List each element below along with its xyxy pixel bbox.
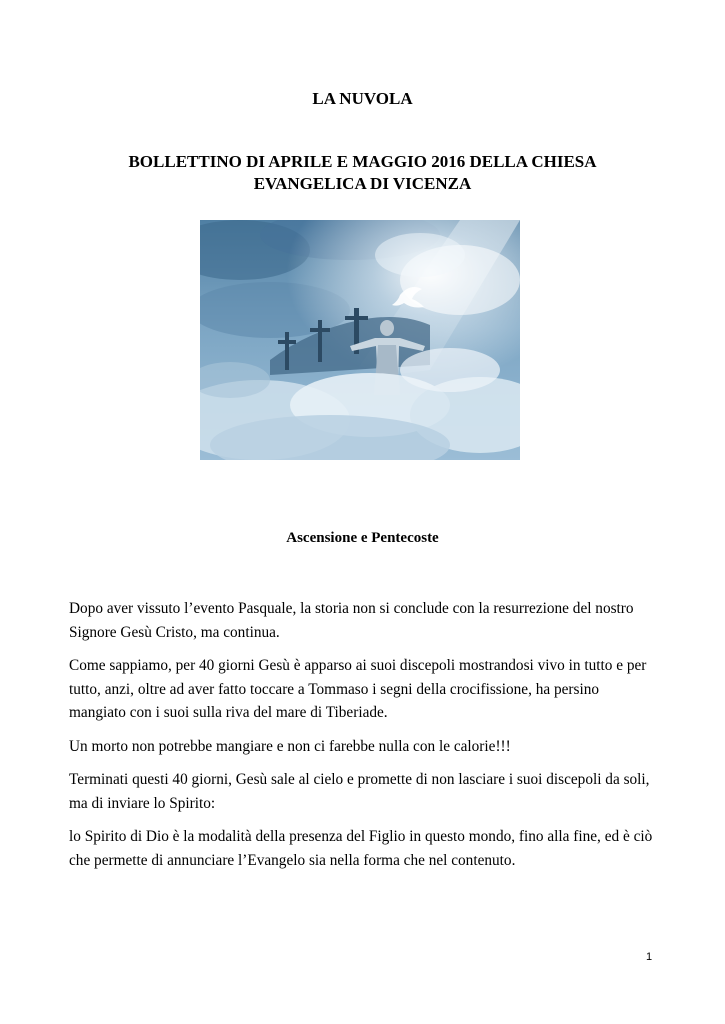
paragraph: Terminati questi 40 giorni, Gesù sale al cielo e promette di non lasciare i suoi discepoli da soli, ma di inviare lo Spirito: xyxy=(69,771,650,812)
page-number: 1 xyxy=(646,951,653,963)
paragraph: Un morto non potrebbe mangiare e non ci farebbe nulla con le calorie!!! xyxy=(69,737,511,755)
section-heading: Ascensione e Pentecoste xyxy=(286,530,439,546)
subtitle-line-1: BOLLETTINO DI APRILE E MAGGIO 2016 DELLA CHIESA xyxy=(128,152,597,171)
paragraph: Dopo aver vissuto l’evento Pasquale, la storia non si conclude con la resurrezione del nostro Signore Gesù Cristo, ma continua. xyxy=(69,600,634,641)
bulletin-subtitle xyxy=(0,151,725,195)
article-body xyxy=(69,597,659,882)
subtitle-line-2: EVANGELICA DI VICENZA xyxy=(253,174,472,193)
ascension-illustration xyxy=(200,220,520,460)
paragraph: Come sappiamo, per 40 giorni Gesù è apparso ai suoi discepoli mostrandosi vivo in tutto e per tutto, anzi, oltre ad aver fatto toccare a Tommaso i segni della crocifissione, ha persino mangiato con i suoi sulla riva del mare di Tiberiade. xyxy=(69,657,647,721)
paragraph: lo Spirito di Dio è la modalità della presenza del Figlio in questo mondo, fino alla fine, ed è ciò che permette di annunciare l’Evangelo sia nella forma che nel contenuto. xyxy=(69,828,653,869)
page-title: LA NUVOLA xyxy=(312,89,413,108)
